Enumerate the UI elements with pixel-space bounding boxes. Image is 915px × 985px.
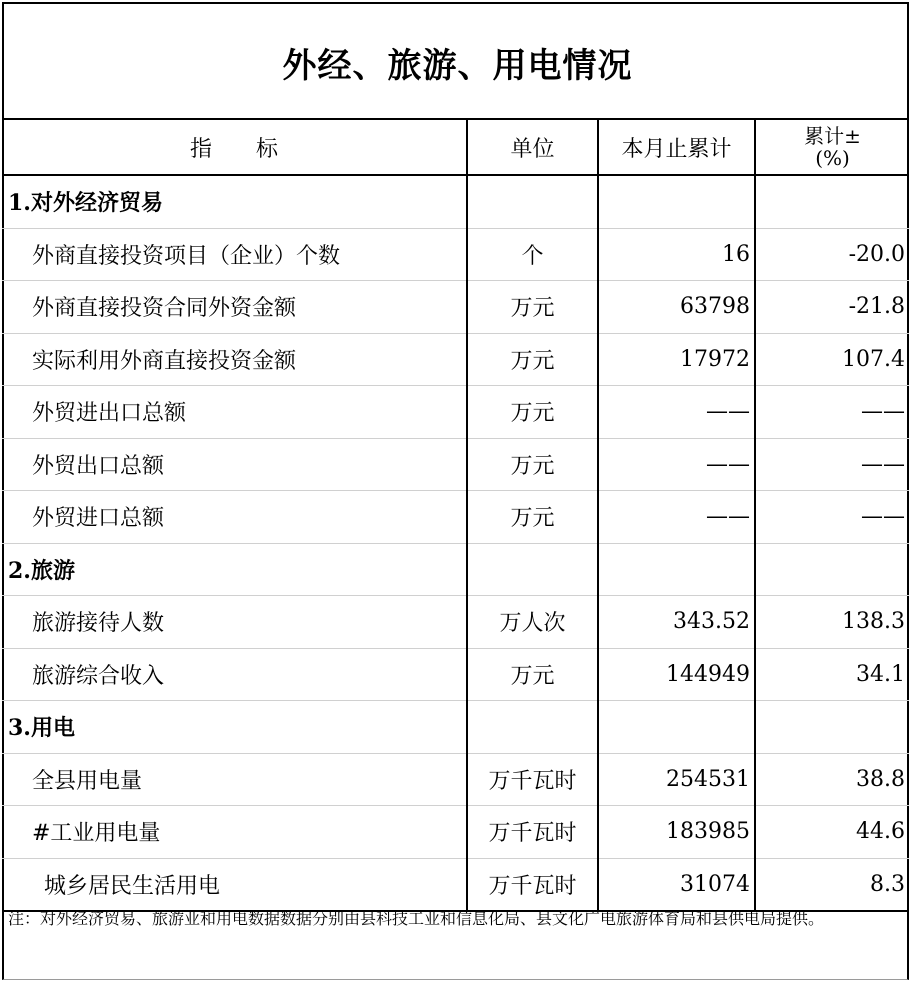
row-label: 旅游综合收入 [2,648,467,701]
table-row [2,333,909,386]
section-row [2,543,909,596]
row-percent [755,701,909,754]
table-row [2,753,909,806]
footnote: 注：对外经济贸易、旅游业和用电数据数据分别由县科技工业和信息化局、县文化广电旅游体育局和县供电局提供。 [8,909,825,928]
row-value: 31074 [598,858,755,911]
row-value [598,543,755,596]
table-row [2,386,909,439]
table-header-row [2,119,909,175]
row-label: 城乡居民生活用电 [2,858,467,911]
row-label: 3.用电 [2,701,467,754]
row-percent: —— [755,491,909,544]
row-percent: 44.6 [755,806,909,859]
row-label: 外商直接投资合同外资金额 [2,281,467,334]
row-label: 外贸进出口总额 [2,386,467,439]
row-percent: 8.3 [755,858,909,911]
row-value: 254531 [598,753,755,806]
row-percent: 138.3 [755,596,909,649]
row-unit: 万千瓦时 [467,753,598,806]
row-unit: 个 [467,228,598,281]
row-value: 144949 [598,648,755,701]
row-value: 63798 [598,281,755,334]
page-title: 外经、旅游、用电情况 [282,45,633,86]
row-value: —— [598,438,755,491]
row-unit: 万元 [467,438,598,491]
row-percent: 38.8 [755,753,909,806]
row-value: 183985 [598,806,755,859]
row-value: 16 [598,228,755,281]
row-value: 17972 [598,333,755,386]
row-value: —— [598,386,755,439]
row-value [598,701,755,754]
header-percent-change [755,119,909,175]
row-value [598,175,755,228]
row-percent: 107.4 [755,333,909,386]
row-label: 外贸进口总额 [2,491,467,544]
header-month-cumulative: 本月止累计 [598,119,755,175]
row-label: 1.对外经济贸易 [2,175,467,228]
row-label: 外商直接投资项目（企业）个数 [2,228,467,281]
table-row [2,858,909,911]
row-percent [755,543,909,596]
table-row [2,648,909,701]
row-unit: 万元 [467,386,598,439]
row-percent: -21.8 [755,281,909,334]
row-unit: 万人次 [467,596,598,649]
section-row [2,701,909,754]
row-label: #工业用电量 [2,806,467,859]
row-unit: 万千瓦时 [467,858,598,911]
table-row [2,438,909,491]
row-label: 2.旅游 [2,543,467,596]
table-row [2,228,909,281]
row-value: —— [598,491,755,544]
row-percent: -20.0 [755,228,909,281]
row-percent: 34.1 [755,648,909,701]
statistics-table [2,118,909,912]
row-unit: 万元 [467,491,598,544]
row-unit [467,175,598,228]
header-indicator: 指 标 [2,119,467,175]
row-percent [755,175,909,228]
table-row [2,596,909,649]
header-percent-line2: (%) [815,146,850,170]
row-label: 旅游接待人数 [2,596,467,649]
table-row [2,281,909,334]
row-percent: —— [755,386,909,439]
row-label: 全县用电量 [2,753,467,806]
row-unit: 万千瓦时 [467,806,598,859]
row-label: 外贸出口总额 [2,438,467,491]
table-row [2,491,909,544]
row-unit [467,543,598,596]
row-value: 343.52 [598,596,755,649]
row-label: 实际利用外商直接投资金额 [2,333,467,386]
row-unit: 万元 [467,648,598,701]
section-row [2,175,909,228]
header-unit: 单位 [467,119,598,175]
header-percent-line1: 累计± [804,124,861,148]
row-percent: —— [755,438,909,491]
table-row [2,806,909,859]
row-unit: 万元 [467,281,598,334]
row-unit: 万元 [467,333,598,386]
row-unit [467,701,598,754]
